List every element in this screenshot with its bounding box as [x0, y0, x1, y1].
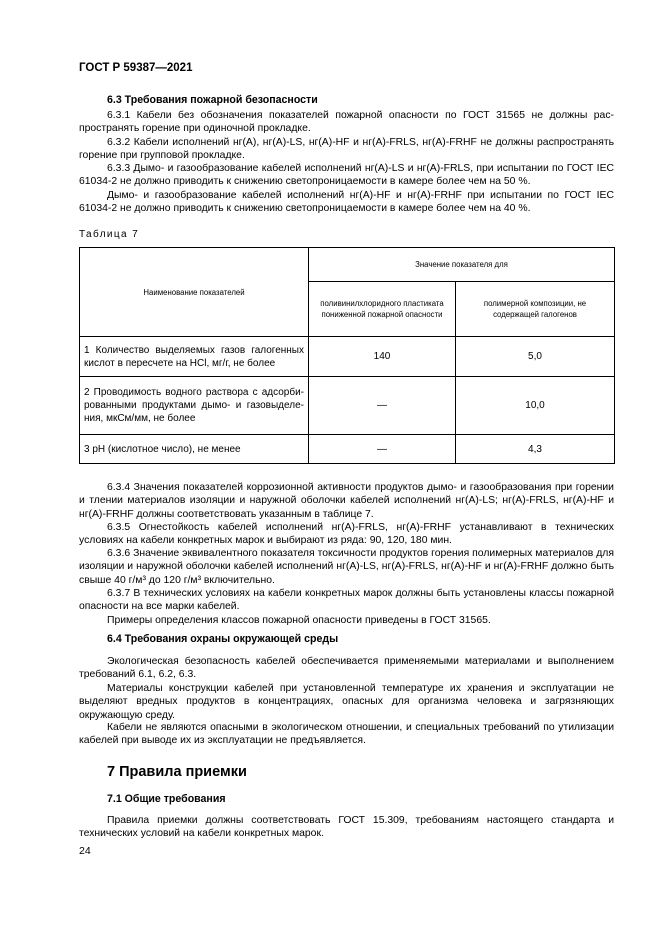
table-head-halogen-free: полимерной композиции, не содержащей галогенов	[456, 282, 615, 337]
paragraph-6-3-4: 6.3.4 Значения показателей коррозионной активности продуктов дымо- и газообразования при горении и тлении материалов изоляции и наружной оболочки кабелей исполнений нг(А)-LS; нг(А)-FRLS, нг(А)-HF и нг(А)-FRHF должны соответствовать указанным в таблице 7.	[79, 482, 614, 520]
table-head-name: Наименование показателей	[80, 248, 309, 337]
paragraph-6-3-2: 6.3.2 Кабели исполнений нг(А), нг(А)-LS, нг(А)-HF и нг(А)-FRLS, нг(А)-FRHF не должны распространять горение при групповой прокладке.	[79, 137, 614, 162]
section-7-1-heading: 7.1 Общие требования	[107, 793, 226, 805]
table-row	[80, 435, 615, 464]
document-header: ГОСТ Р 59387—2021	[79, 62, 193, 74]
paragraph-examples: Примеры определения классов пожарной опасности приведены в ГОСТ 31565.	[107, 615, 491, 626]
page-number: 24	[79, 845, 91, 857]
section-6-3-heading: 6.3 Требования пожарной безопасности	[107, 94, 318, 106]
table-cell-pvc: —	[309, 377, 456, 435]
paragraph-6-4-1: Экологическая безопасность кабелей обеспечивается применяемыми материалами и выполнением требований 6.1, 6.2, 6.3.	[79, 656, 614, 681]
table-cell-pvc: 140	[309, 337, 456, 377]
table-head-value: Значение показателя для	[309, 248, 615, 282]
table-7	[79, 247, 615, 464]
section-7-heading: 7 Правила приемки	[107, 764, 247, 780]
table-head-pvc: поливинилхлоридного пластиката пониженной пожарной опасности	[309, 282, 456, 337]
table-caption: Таблица 7	[79, 229, 140, 240]
table-cell-name: 3 рН (кислотное число), не менее	[80, 435, 309, 464]
table-cell-halogen-free: 5,0	[456, 337, 615, 377]
table-cell-halogen-free: 10,0	[456, 377, 615, 435]
table-cell-name: 2 Проводимость водного раствора с адсорбированными продуктами дымо- и газовыделения, мкСм/мм, не более	[80, 377, 309, 435]
table-cell-halogen-free: 4,3	[456, 435, 615, 464]
section-6-4-heading: 6.4 Требования охраны окружающей среды	[107, 633, 339, 645]
paragraph-6-3-5: 6.3.5 Огнестойкость кабелей исполнений нг(А)-FRLS, нг(А)-FRHF устанавливают в технических условиях на кабели конкретных марок и выбирают из ряда: 90, 120, 180 мин.	[79, 522, 614, 547]
table-row	[80, 377, 615, 435]
paragraph-6-3-3: 6.3.3 Дымо- и газообразование кабелей исполнений нг(А)-LS и нг(А)-FRLS, при испытании по ГОСТ IEC 61034-2 не должно приводить к снижению светопроницаемости в камере более чем на 50 %.	[79, 163, 614, 188]
paragraph-6-4-3: Кабели не являются опасными в экологическом отношении, и специальных требований по утилизации кабелей при выводе их из эксплуатации не предъявляется.	[79, 722, 614, 747]
paragraph-6-3-1: 6.3.1 Кабели без обозначения показателей пожарной опасности по ГОСТ 31565 не должны распространять горение при одиночной прокладке.	[79, 110, 614, 135]
paragraph-6-3-6: 6.3.6 Значение эквивалентного показателя токсичности продуктов горения полимерных материалов для изоляции и наружной оболочки кабелей исполнений нг(А)-LS, нг(А)-FRLS, нг(А)-HF и нг(А)-FRHF должно быть свыше 40 г/м³ до 120 г/м³ включительно.	[79, 548, 614, 586]
table-cell-name: 1 Количество выделяемых газов галогенных кислот в пересчете на HCl, мг/г, не более	[80, 337, 309, 377]
paragraph-6-4-2: Материалы конструкции кабелей при установленной температуре их хранения и эксплуатации не выделяют вредных продуктов в концентрациях, опасных для организма человека и загрязняющих окружающую среду.	[79, 683, 614, 721]
paragraph-6-3-3-b: Дымо- и газообразование кабелей исполнений нг(А)-HF и нг(А)-FRHF при испытании по ГОСТ IEC 61034-2 не должно приводить к снижению светопроницаемости в камере более чем на 40 %.	[79, 190, 614, 215]
table-cell-pvc: —	[309, 435, 456, 464]
table-row	[80, 337, 615, 377]
paragraph-7-1: Правила приемки должны соответствовать ГОСТ 15.309, требованиям настоящего стандарта и технических условий на кабели конкретных марок.	[79, 815, 614, 840]
paragraph-6-3-7: 6.3.7 В технических условиях на кабели конкретных марок должны быть установлены классы пожарной опасности на все марки кабелей.	[79, 588, 614, 613]
